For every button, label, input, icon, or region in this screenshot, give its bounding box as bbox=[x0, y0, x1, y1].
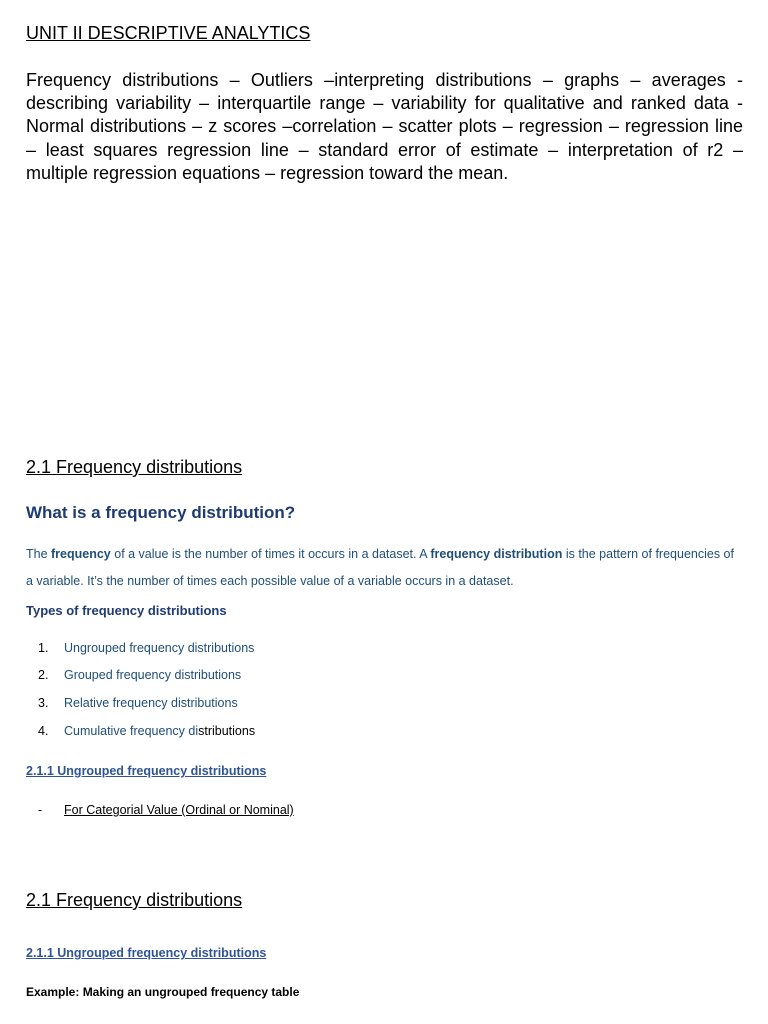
list-text bbox=[64, 724, 255, 738]
list-text-part: stributions bbox=[198, 724, 256, 738]
definition-text: is the pattern of frequencies of a variable. It’s the number of times each possible value of a variable occurs in a dataset. bbox=[26, 547, 734, 588]
definition-text: The bbox=[26, 547, 52, 561]
list-number: 1. bbox=[38, 641, 49, 655]
syllabus-paragraph: Frequency distributions – Outliers –interpreting distributions – graphs – averages - describing variability – interquartile range – variability for qualitative and ranked data - Normal distributions – z scores –correlation – scatter plots – regression – regression line – least squares regression line – standard error of estimate – interpretation of r2 – multiple regression equations – regression toward the mean. bbox=[26, 70, 743, 183]
types-heading: Types of frequency distributions bbox=[26, 603, 227, 618]
list-number: 4. bbox=[38, 724, 49, 738]
definition-term-frequency: frequency bbox=[51, 547, 111, 561]
question-heading: What is a frequency distribution? bbox=[26, 503, 296, 522]
subsection-link[interactable]: 2.1.1 Ungrouped frequency distributions bbox=[26, 946, 267, 960]
list-text: Grouped frequency distributions bbox=[64, 668, 242, 682]
example-heading: Example: Making an ungrouped frequency table bbox=[26, 985, 300, 999]
list-text: Ungrouped frequency distributions bbox=[64, 641, 255, 655]
section-title: 2.1 Frequency distributions bbox=[26, 457, 243, 477]
bullet-text: For Categorial Value (Ordinal or Nominal) bbox=[64, 803, 294, 817]
definition-text: of a value is the number of times it occurs in a dataset. A bbox=[110, 547, 431, 561]
section-title: 2.1 Frequency distributions bbox=[26, 890, 243, 910]
definition-paragraph bbox=[26, 541, 744, 595]
list-text: Relative frequency distributions bbox=[64, 696, 238, 710]
list-text-part: Cumulative frequency di bbox=[64, 724, 199, 738]
list-number: 3. bbox=[38, 696, 49, 710]
bullet-dash: - bbox=[38, 803, 43, 817]
definition-term-frequency-distribution: frequency distribution bbox=[430, 547, 563, 561]
subsection-link[interactable]: 2.1.1 Ungrouped frequency distributions bbox=[26, 764, 267, 778]
unit-title: UNIT II DESCRIPTIVE ANALYTICS bbox=[26, 23, 311, 43]
list-number: 2. bbox=[38, 668, 49, 682]
